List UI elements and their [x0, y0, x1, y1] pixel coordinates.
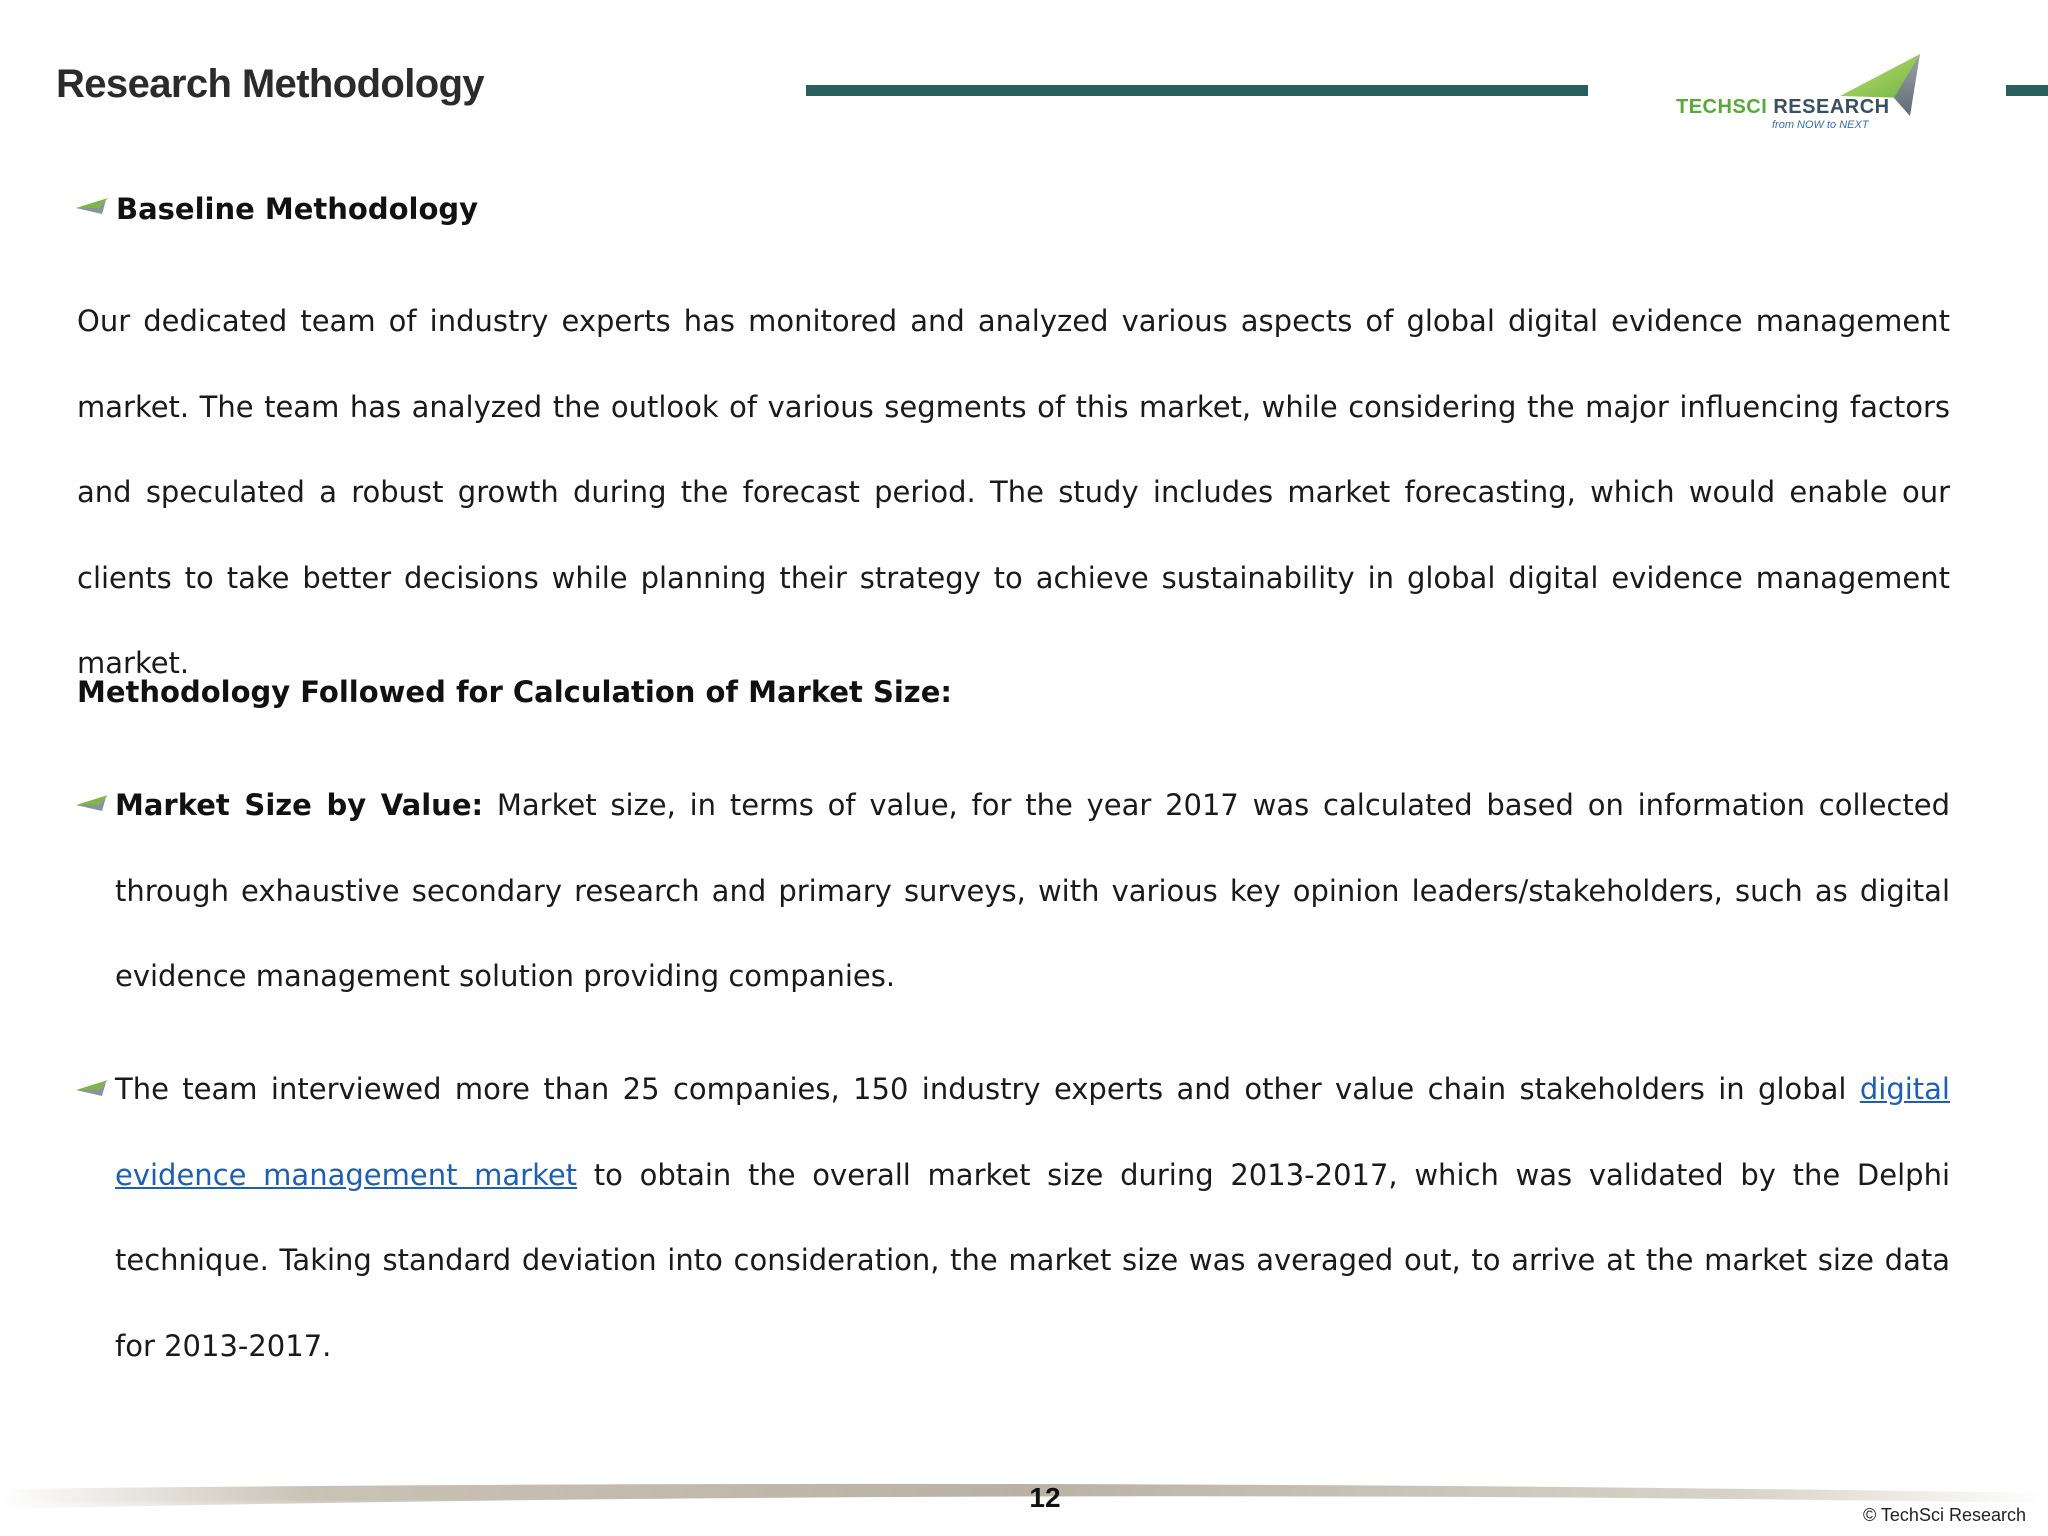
market-size-label: Market Size by Value: [115, 788, 484, 822]
logo-wordmark: TECHSCI RESEARCH [1676, 96, 1890, 118]
arrow-bullet-icon [76, 1078, 112, 1098]
logo-tagline: from NOW to NEXT [1772, 119, 1869, 131]
techsci-logo [1672, 52, 1928, 132]
page-title: Research Methodology [56, 62, 485, 106]
baseline-paragraph: Our dedicated team of industry experts has monitored and analyzed various aspects of global digital evidence management market. The team has analyzed the outlook of various segments of this market, while considering the major influencing factors and speculated a robust growth during the forecast period. The study includes market forecasting, which would enable our clients to take better decisions while planning their strategy to achieve sustainability in global digital evidence management market. [77, 304, 1950, 680]
page-number: 12 [1029, 1482, 1061, 1513]
header-divider [806, 85, 1588, 96]
arrow-bullet-icon [76, 196, 112, 216]
interview-text-start: The team interviewed more than 25 companies, 150 industry experts and other value chain stakeholders in global [115, 1072, 1860, 1106]
calculation-heading: Methodology Followed for Calculation of Market Size: [77, 675, 952, 709]
arrow-bullet-icon [76, 793, 112, 813]
market-report-link[interactable]: digital evidence management market [115, 1072, 1950, 1192]
copyright-notice: © TechSci Research [1862, 1505, 2026, 1525]
market-size-bullet [115, 763, 1950, 1020]
interview-bullet [115, 1047, 1950, 1389]
baseline-heading: Baseline Methodology [116, 192, 479, 226]
header-divider-end [2006, 85, 2048, 96]
interview-text-end: to obtain the overall market size during 2013-2017, which was validated by the Delphi technique. Taking standard deviation into consideration, the market size was averaged out, to arrive at the market size data for 2013-2017. [115, 1157, 1951, 1363]
market-size-text: Market size, in terms of value, for the year 2017 was calculated based on information collected through exhaustive secondary research and primary surveys, with various key opinion leaders/stakeholders, such as digital evidence management solution providing companies. [115, 788, 1950, 993]
